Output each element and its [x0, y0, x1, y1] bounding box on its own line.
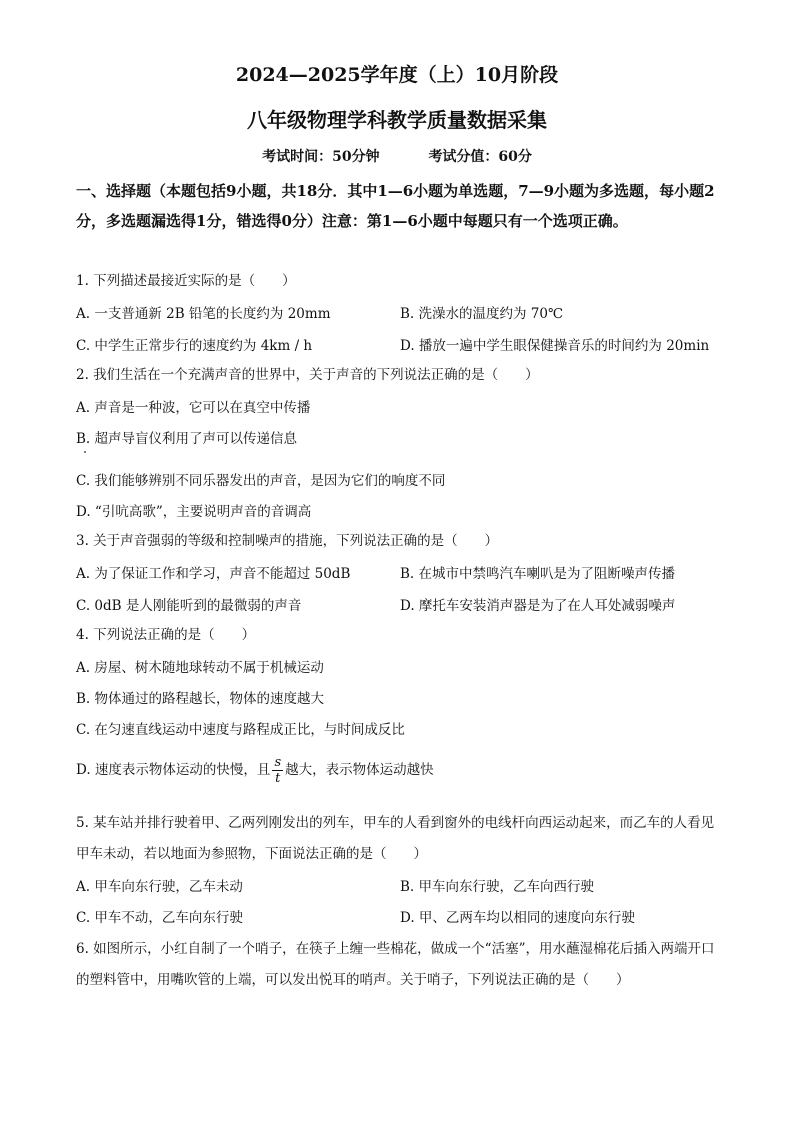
option-d-text-pre: D. 速度表示物体运动的快慢，且: [76, 762, 271, 778]
question-2-option-c: C. 我们能够辨别不同乐器发出的声音，是因为它们的响度不同: [76, 473, 446, 489]
section-heading: 一、选择题（本题包括9小题，共18分．其中1—6小题为单选题，7—9小题为多选题，每小题2分，多选题漏选得1分，错选得0分）注意：第1—6小题中每题只有一个选项正确。: [76, 182, 715, 230]
question-2-option-a: A. 声音是一种波，它可以在真空中传播: [76, 400, 311, 416]
fraction-s-over-t: [272, 755, 283, 786]
question-1-option-d: D. 播放一遍中学生眼保健操音乐的时间约为 20min: [400, 338, 710, 354]
question-4-option-b: B. 物体通过的路程越长，物体的速度越大: [76, 691, 325, 707]
question-2-stem: 2. 我们生活在一个充满声音的世界中，关于声音的下列说法正确的是（ ）: [76, 367, 539, 383]
question-4-option-c: C. 在匀速直线运动中速度与路程成正比，与时间成反比: [76, 722, 405, 738]
exam-meta: [0, 146, 794, 166]
question-4-option-a: A. 房屋、树木随地球转动不属于机械运动: [76, 660, 324, 676]
question-3-option-b: B. 在城市中禁鸣汽车喇叭是为了阻断噪声传播: [400, 566, 676, 582]
question-4-stem: 4. 下列说法正确的是（ ）: [76, 627, 256, 643]
question-2-option-b: B. 超声导盲仪利用了声可以传递信息: [76, 431, 298, 447]
exam-subtitle: 八年级物理学科教学质量数据采集: [247, 108, 547, 132]
question-5-option-b: B. 甲车向东行驶，乙车向西行驶: [400, 879, 595, 895]
question-1-option-c: C. 中学生正常步行的速度约为 4km / h: [76, 338, 313, 354]
fraction-numerator: s: [274, 755, 282, 770]
option-d-text-post: 越大，表示物体运动越快: [285, 762, 434, 778]
question-5-stem: 5. 某车站并排行驶着甲、乙两列刚发出的列车，甲车的人看到窗外的电线杆向西运动起来，而乙车的人看见甲车未动，若以地面为参照物，下面说法正确的是（ ）: [76, 815, 715, 862]
stray-dot: [84, 451, 86, 453]
fraction-denominator: t: [275, 771, 281, 786]
question-5-option-a: A. 甲车向东行驶，乙车未动: [76, 879, 243, 895]
question-3-stem: 3. 关于声音强弱的等级和控制噪声的措施，下列说法正确的是（ ）: [76, 533, 499, 549]
question-6-stem: 6. 如图所示，小红自制了一个哨子，在筷子上缠一些棉花，做成一个“活塞”，用水蘸湿棉花后插入两端开口的塑料管中，用嘴吹管的上端，可以发出悦耳的哨声。关于哨子，下列说法正确的是（ ）: [76, 941, 715, 988]
question-1-stem: 1. 下列描述最接近实际的是（ ）: [76, 273, 296, 289]
question-4-option-d: [76, 755, 434, 786]
question-3-option-c: C. 0dB 是人刚能听到的最微弱的声音: [76, 598, 302, 614]
question-2-option-d: D. “引吭高歌”，主要说明声音的音调高: [76, 504, 312, 520]
question-3-option-a: A. 为了保证工作和学习，声音不能超过 50dB: [76, 566, 351, 582]
question-5-option-c: C. 甲车不动，乙车向东行驶: [76, 910, 243, 926]
exam-title: 2024—2025学年度（上）10月阶段: [235, 64, 559, 86]
question-1-option-b: B. 洗澡水的温度约为 70℃: [400, 306, 564, 322]
question-1-option-a: A. 一支普通新 2B 铅笔的长度约为 20mm: [76, 306, 331, 322]
question-5-option-d: D. 甲、乙两车均以相同的速度向东行驶: [400, 910, 635, 926]
question-3-option-d: D. 摩托车安装消声器是为了在人耳处减弱噪声: [400, 598, 676, 614]
exam-score: 考试分值：60分: [428, 149, 532, 165]
exam-time: 考试时间：50分钟: [262, 149, 380, 165]
